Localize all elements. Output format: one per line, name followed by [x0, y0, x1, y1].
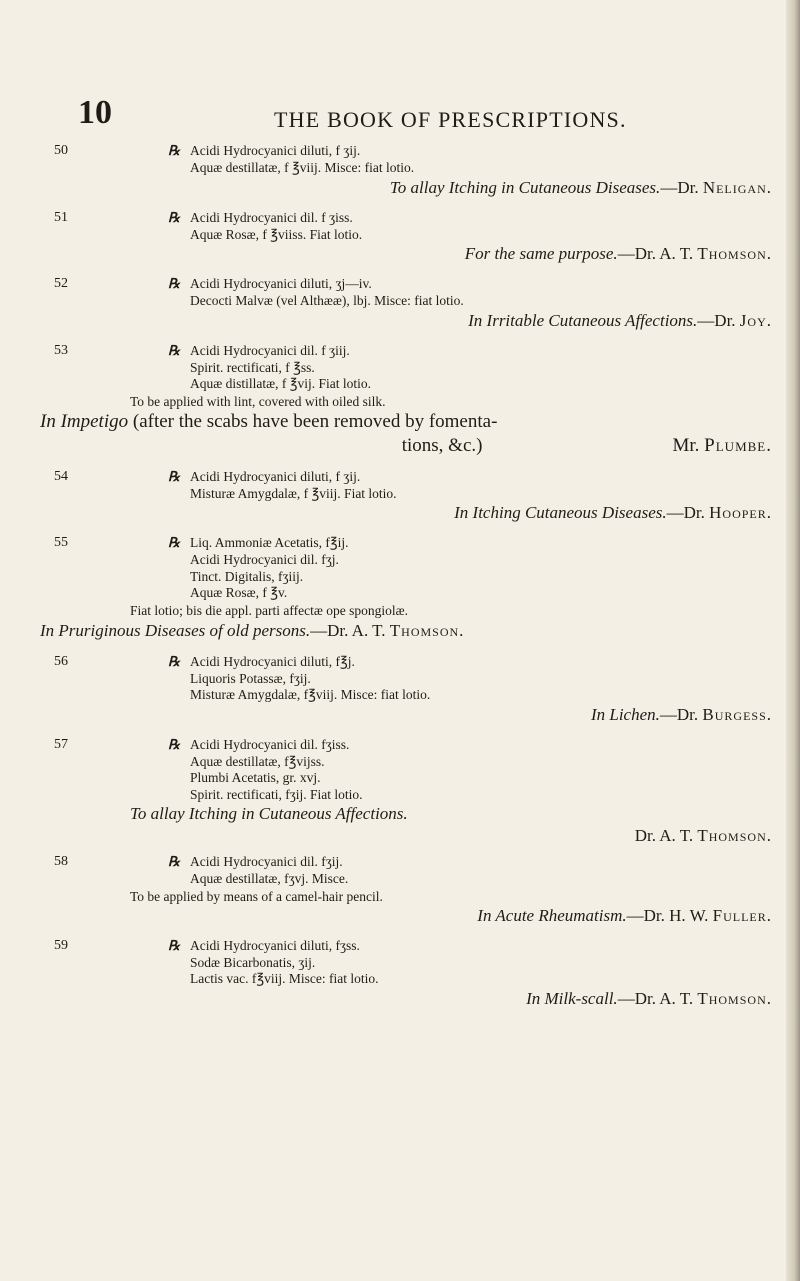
recipe-icon: ℞ — [168, 276, 181, 291]
recipe-icon: ℞ — [168, 342, 181, 358]
author-name: Neligan. — [702, 177, 772, 197]
prescription-number: 57 — [54, 736, 68, 752]
recipe-icon: ℞ — [168, 937, 181, 953]
prescription-58 — [40, 853, 780, 927]
formula-line: Aquæ destillatæ, fʒvj. Misce. — [190, 871, 349, 886]
formula — [168, 209, 780, 244]
formula-line: Aquæ Rosæ, f ℥viiss. Fiat lotio. — [190, 226, 363, 242]
formula — [168, 342, 780, 393]
formula-line: Aquæ destillatæ, f℥vijss. — [190, 753, 325, 769]
indication-heading: In Pruriginous Diseases of old persons.—Dr. A. T. Thomson. — [40, 620, 465, 640]
formula-line: Spirit. rectificati, fʒij. Fiat lotio. — [190, 786, 363, 802]
recipe-icon: ℞ — [168, 736, 181, 752]
formula — [168, 653, 780, 704]
author-name: Joy. — [739, 310, 772, 330]
indication-heading: In Itching Cutaneous Diseases.—Dr. Hooper. — [454, 503, 772, 522]
formula — [168, 534, 780, 602]
formula-line: Aquæ distillatæ, f ℥vij. Fiat lotio. — [190, 376, 372, 391]
formula-line: Lactis vac. f℥viij. Misce: fiat lotio. — [190, 971, 379, 986]
formula-line: ℞ Acidi Hydrocyanici dil. fʒiss. — [168, 736, 350, 752]
prescription-list — [40, 142, 780, 1010]
prescription-number: 56 — [54, 653, 68, 669]
indication-heading: For the same purpose.—Dr. A. T. Thomson. — [464, 244, 772, 263]
indication-heading: In Milk-scall.—Dr. A. T. Thomson. — [526, 988, 772, 1008]
page-number: 10 — [78, 94, 112, 131]
author-name: Thomson. — [697, 244, 772, 263]
recipe-icon: ℞ — [168, 653, 181, 669]
prescription-number: 51 — [54, 209, 68, 225]
indication-heading: In Lichen.—Dr. Burgess. — [590, 704, 772, 724]
author-name: Thomson. — [697, 988, 772, 1008]
recipe-icon: ℞ — [168, 854, 181, 869]
prescription-56 — [40, 653, 780, 726]
prescription-50 — [40, 142, 780, 199]
formula-line: Sodæ Bicarbonatis, ʒij. — [190, 954, 316, 970]
indication-heading: In Impetigo (after the scabs have been removed by fomenta- — [40, 410, 498, 432]
recipe-icon: ℞ — [168, 535, 181, 550]
prescription-52 — [40, 275, 780, 332]
formula-line: ℞ Acidi Hydrocyanici diluti, f ʒij. — [168, 143, 361, 158]
formula — [168, 736, 780, 804]
author-name: Fuller. — [712, 905, 772, 925]
directions-note: To be applied with lint, covered with oiled silk. — [130, 393, 386, 409]
formula-line: ℞ Acidi Hydrocyanici diluti, ʒj—iv. — [168, 276, 372, 291]
prescription-number: 58 — [54, 854, 68, 869]
prescription-number: 59 — [54, 937, 68, 953]
page-edge — [786, 0, 800, 1281]
indication-heading-author: Dr. A. T. Thomson. — [634, 826, 772, 845]
author-name: Burgess. — [702, 704, 772, 724]
formula-line: Aquæ Rosæ, f ℥v. — [190, 585, 288, 600]
formula — [168, 468, 780, 503]
formula-line: Decocti Malvæ (vel Althææ), lbj. Misce: fiat lotio. — [190, 293, 464, 308]
prescription-54 — [40, 468, 780, 525]
indication-heading: In Acute Rheumatism.—Dr. H. W. Fuller. — [477, 905, 772, 925]
formula-line: Plumbi Acetatis, gr. xvj. — [190, 770, 321, 785]
formula-line: ℞ Acidi Hydrocyanici dil. f ʒiij. — [168, 342, 350, 358]
formula-line: ℞ Acidi Hydrocyanici dil. fʒij. — [168, 854, 343, 869]
prescription-53 — [40, 342, 780, 458]
author-name: Plumbe. — [704, 434, 772, 456]
indication-heading: In Irritable Cutaneous Affections.—Dr. Joy. — [468, 310, 772, 330]
formula-line: ℞ Acidi Hydrocyanici dil. f ʒiss. — [168, 209, 353, 225]
directions-note: Fiat lotio; bis die appl. parti affectæ ope spongiolæ. — [130, 602, 408, 618]
recipe-icon: ℞ — [168, 143, 181, 158]
formula-line: Misturæ Amygdalæ, f ℥viij. Fiat lotio. — [190, 485, 397, 501]
formula-line: Aquæ destillatæ, f ℥viij. Misce: fiat lotio. — [190, 160, 415, 175]
author-name: Hooper. — [709, 503, 772, 522]
formula-line: ℞ Liq. Ammoniæ Acetatis, f℥ij. — [168, 535, 349, 550]
indication-heading: To allay Itching in Cutaneous Diseases.—Dr. Neligan. — [389, 177, 772, 197]
formula — [168, 142, 780, 177]
prescription-55 — [40, 534, 780, 643]
formula-line: Spirit. rectificati, f ℥ss. — [190, 359, 315, 375]
prescription-number: 55 — [54, 535, 68, 550]
directions-note: To be applied by means of a camel-hair pencil. — [130, 888, 383, 904]
formula-line: ℞ Acidi Hydrocyanici diluti, fʒss. — [168, 937, 360, 953]
prescription-number: 50 — [54, 143, 68, 158]
prescription-59 — [40, 937, 780, 1010]
prescription-51 — [40, 209, 780, 266]
prescription-57 — [40, 736, 780, 848]
running-head: THE BOOK OF PRESCRIPTIONS. — [274, 107, 627, 132]
formula-line: Acidi Hydrocyanici dil. fʒj. — [190, 552, 339, 567]
formula-line: Tinct. Digitalis, fʒiij. — [190, 568, 304, 584]
formula-line: ℞ Acidi Hydrocyanici diluti, f ʒij. — [168, 468, 361, 484]
formula-line: Misturæ Amygdalæ, f℥viij. Misce: fiat lotio. — [190, 687, 431, 702]
formula-line: ℞ Acidi Hydrocyanici diluti, f℥j. — [168, 653, 355, 669]
formula — [168, 275, 780, 310]
indication-heading: To allay Itching in Cutaneous Affections. — [130, 804, 408, 823]
prescription-number: 53 — [54, 342, 68, 358]
formula — [168, 853, 780, 888]
formula — [168, 937, 780, 988]
recipe-icon: ℞ — [168, 468, 181, 484]
indication-heading-continued: tions, &c.) Mr. Plumbe. — [401, 434, 772, 456]
page-header — [78, 96, 778, 136]
prescription-number: 54 — [54, 468, 68, 484]
author-name: Thomson. — [389, 620, 465, 640]
prescription-number: 52 — [54, 276, 68, 291]
formula-line: Liquoris Potassæ, fʒij. — [190, 670, 311, 686]
author-name: Thomson. — [697, 826, 772, 845]
recipe-icon: ℞ — [168, 209, 181, 225]
